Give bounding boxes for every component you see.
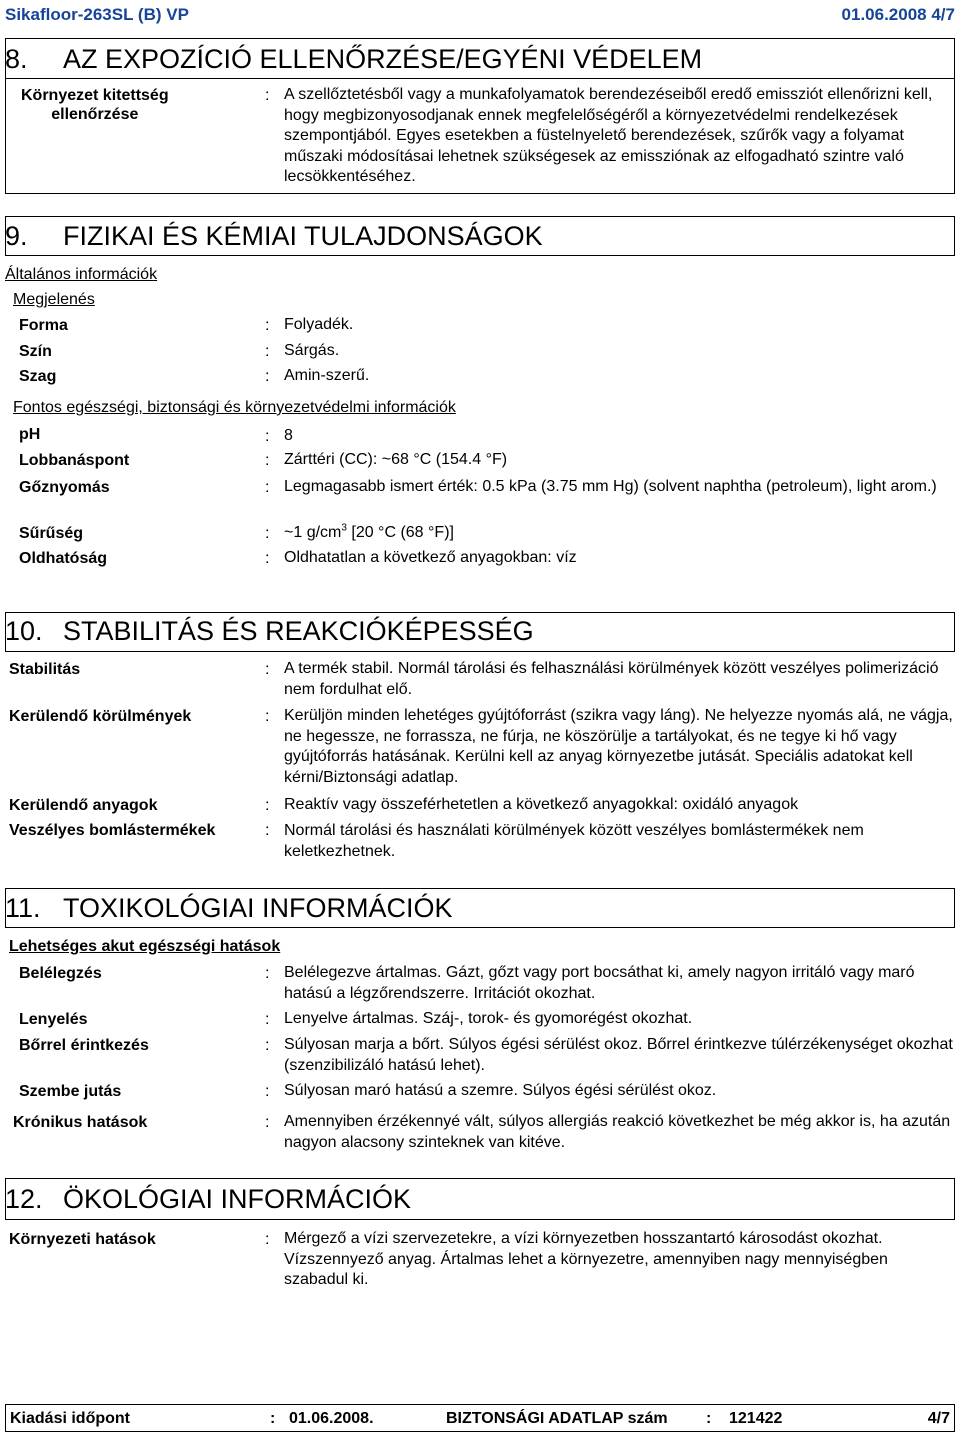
section-8-title: 8. AZ EXPOZÍCIÓ ELLENŐRZÉSE/EGYÉNI VÉDELEM [5,44,703,74]
vapor-pressure-value: Legmagasabb ismert érték: 0.5 kPa (3.75 mm Hg) (solvent naphtha (petroleum), light arom.) [284,478,937,495]
materials-to-avoid-value: Reaktív vagy összeférhetetlen a következő anyagokkal: oxidáló anyagok [284,796,799,813]
decomposition-products-label: Veszélyes bomlástermékek [9,822,216,839]
stability-label: Stabilitás [9,661,81,678]
section-11-title: 11. TOXIKOLÓGIAI INFORMÁCIÓK [5,893,453,923]
odor-label: Szag [19,368,57,385]
section-9-title: 9. FIZIKAI ÉS KÉMIAI TULAJDONSÁGOK [5,221,543,251]
chronic-effects-value: Amennyiben érzékennyé vált, súlyos allergiás reakció következhet be még akkor is, ha azután nagyon alacsony szinteknek van kitéve. [284,1113,951,1151]
skin-contact-value: Súlyosan marja a bőrt. Súlyos égési sérülést okoz. Bőrrel érintkezve túlérzékenységet okozhat (szenzibilizáló hatású lehet). [284,1036,953,1074]
density-value: ~1 $g/cm^3$ [20 °C (68 °F)] [284,522,454,541]
odor-value: Amin-szerű. [284,367,370,384]
section-number: 11. [5,893,41,923]
sds-number-value: 121422 [729,1410,783,1427]
section-12-title: 12. ÖKOLÓGIAI INFORMÁCIÓK [5,1184,412,1214]
eye-contact-value: Súlyosan maró hatású a szemre. Súlyos égési sérülést okoz. [284,1082,717,1099]
color-value: Sárgás. [284,342,340,359]
ph-value: 8 [284,427,293,444]
inhalation-value: Belélegezve ártalmas. Gázt, gőzt vagy port bocsáthat ki, amely nagyon irritáló vagy maró hatású a légzőrendszerre. Irritációt okozhat. [284,964,915,1002]
issue-date-label: Kiadási időpont [10,1410,130,1427]
sds-number-label: BIZTONSÁGI ADATLAP szám [446,1410,668,1427]
ingestion-label: Lenyelés [19,1011,88,1028]
page-number: 4/7 [927,1410,950,1427]
conditions-to-avoid-label: Kerülendő körülmények [9,708,192,725]
conditions-to-avoid-value: Kerüljön minden lehetéges gyújtóforrást (szikra vagy láng). Ne helyezze nyomás alá, ne vágja, ne hegessze, ne forrassza, ne fúrja, ne köszörülje a tartályokat, és ne tegye ki hő vagy gyújtóforrás hatásának. Kerülni kell az anyag környezetbe jutását. Speciális adatokat kell kérni/Biztonsági adatlap. [284,707,953,786]
solubility-label: Oldhatóság [19,550,108,567]
ph-label: pH [19,426,41,443]
colon: : [270,1410,276,1427]
inhalation-label: Belélegzés [19,965,102,982]
colon: : [706,1410,712,1427]
appearance-heading: Megjelenés [13,291,95,308]
header-date-page: 01.06.2008 4/7 [841,5,955,24]
density-label: Sűrűség [19,525,84,542]
issue-date-value: 01.06.2008. [289,1410,374,1427]
section-number: 12. [5,1184,43,1214]
footer [5,1404,955,1432]
env-exposure-label: Környezet kitettség ellenőrzése [21,87,169,123]
decomposition-products-value: Normál tárolási és használati körülmények között veszélyes bomlástermékek nem keletkezhetnek. [284,822,864,860]
environmental-effects-value: Mérgező a vízi szervezetekre, a vízi környezetben hosszantartó károsodást okozhat. Vízszennyező anyag. Ártalmas lehet a környezetre, amennyiben nagy mennyiségben szabadul ki. [284,1230,888,1288]
section-number: 9. [5,221,28,251]
stability-value: A termék stabil. Normál tárolási és felhasználási körülmények között veszélyes polimerizáció nem fordulhat elő. [284,660,939,698]
section-number: 10. [5,616,43,646]
section-10-title: 10. STABILITÁS ÉS REAKCIÓKÉPESSÉG [5,616,534,646]
ingestion-value: Lenyelve ártalmas. Száj-, torok- és gyomorégést okozhat. [284,1010,693,1027]
general-info-heading: Általános információk [5,266,158,283]
sds-page: Sikafloor-263SL (B) VP 01.06.2008 4/7 8. AZ EXPOZÍCIÓ ELLENŐRZÉSE/EGYÉNI VÉDELEM Környezet kitettség ellenőrzése : A szellőztetésből vagy a munkafolyamatok berendezéseiből eredő emissziót ellenőrizni kell, hogy megbizonyosodjanak ennek megfelelőségéről a környezetvédelmi rendelkezések szempontjából. Egyes esetekben a füstelnyelető berendezések, szűrők vagy a folyamat műszaki módosításai lehetnek szükségesek az emissziónak az elfogadható szintre való lecsökkentéséhez. 9. FIZIKAI ÉS KÉMIAI TULAJDONSÁGOK Általános információk Megjelenés Forma : Folyadék. Szín : Sárgás. Szag : Amin-szerű. Fontos egészségi, biztonsági és környezetvédelmi információk pH : 8 Lobbanáspont : Zárttéri (CC): ~68 °C (154.4 °F) Gőznyomás : Legmagasabb ismert érték: 0.5 kPa (3.75 mm Hg) (solvent naphtha (petroleum), light arom.) Sűrűség : ~1 $g/cm^3$ [20 °C (68 °F)] Oldhatóság : Oldhatatlan a következő anyagokban: víz 10. STABILITÁS ÉS REAKCIÓKÉPESSÉG Stabilitás : A termék stabil. Normál tárolási és felhasználási körülmények között veszélyes polimerizáció nem fordulhat elő. Kerülendő körülmények : Kerüljön minden lehetéges gyújtóforrást (szikra vagy láng). Ne helyezze nyomás alá, ne vágja, ne hegessze, ne forrassza, ne fúrja, ne köszörülje a tartályokat, és ne tegye ki hő vagy gyújtóforrás hatásának. Kerülni kell az anyag környezetbe jutását. Speciális adatokat kell kérni/Biztonsági adatlap. Kerülendő anyagok : Reaktív vagy összeférhetetlen a következő anyagokkal: oxidáló anyagok Veszélyes bomlástermékek : Normál tárolási és használati körülmények között veszélyes bomlástermékek nem keletkezhetnek. 11. TOXIKOLÓGIAI INFORMÁCIÓK Lehetséges akut egészségi hatások Belélegzés : Belélegezve ártalmas. Gázt, gőzt vagy port bocsáthat ki, amely nagyon irritáló vagy maró hatású a légzőrendszerre. Irritációt okozhat. Lenyelés : Lenyelve ártalmas. Száj-, torok- és gyomorégést okozhat. Bőrrel érintkezés : Súlyosan marja a bőrt. Súlyos égési sérülést okoz. Bőrrel érintkezve túlérzékenységet okozhat (szenzibilizáló hatású lehet). Szembe jutás : Súlyosan maró hatású a szemre. Súlyos égési sérülést okoz. Krónikus hatások : Amennyiben érzékennyé vált, súlyos allergiás reakció következhet be még akkor is, ha azután nagyon alacsony szinteknek van kitéve. 12. ÖKOLÓGIAI INFORMÁCIÓK Környezeti hatások : Mérgező a vízi szervezetekre, a vízi környezetben hosszantartó károsodást okozhat. Vízszennyező anyag. Ártalmas lehet a környezetre, amennyiben nagy mennyiségben szabadul ki. Kiadási időpont : 01.06.2008. BIZTONSÁGI ADATLAP szám : 121422 4/7 [0,0,960,1438]
header-product: Sikafloor-263SL (B) VP [5,5,189,24]
environmental-effects-label: Környezeti hatások [9,1231,156,1248]
important-info-heading: Fontos egészségi, biztonsági és környezetvédelmi információk [13,399,456,416]
colon: : [265,87,270,104]
vapor-pressure-label: Gőznyomás [19,479,110,496]
flash-point-label: Lobbanáspont [19,452,130,469]
acute-effects-heading: Lehetséges akut egészségi hatások [9,938,281,955]
flash-point-value: Zárttéri (CC): ~68 °C (154.4 °F) [284,451,508,468]
skin-contact-label: Bőrrel érintkezés [19,1037,149,1054]
color-label: Szín [19,343,52,360]
chronic-effects-label: Krónikus hatások [13,1114,148,1131]
solubility-value: Oldhatatlan a következő anyagokban: víz [284,549,577,566]
form-label: Forma [19,317,68,334]
env-exposure-value: A szellőztetésből vagy a munkafolyamatok berendezéseiből eredő emissziót ellenőrizni kell, hogy megbizonyosodjanak ennek megfelelőségéről a környezetvédelmi rendelkezések szempontjából. Egyes esetekben a füstelnyelető berendezések, szűrők vagy a folyamat műszaki módosításai lehetnek szükségesek az emissziónak az elfogadható szintre való lecsökkentéséhez. [284,86,933,185]
materials-to-avoid-label: Kerülendő anyagok [9,797,158,814]
form-value: Folyadék. [284,316,354,333]
eye-contact-label: Szembe jutás [19,1083,122,1100]
section-number: 8. [5,44,28,74]
